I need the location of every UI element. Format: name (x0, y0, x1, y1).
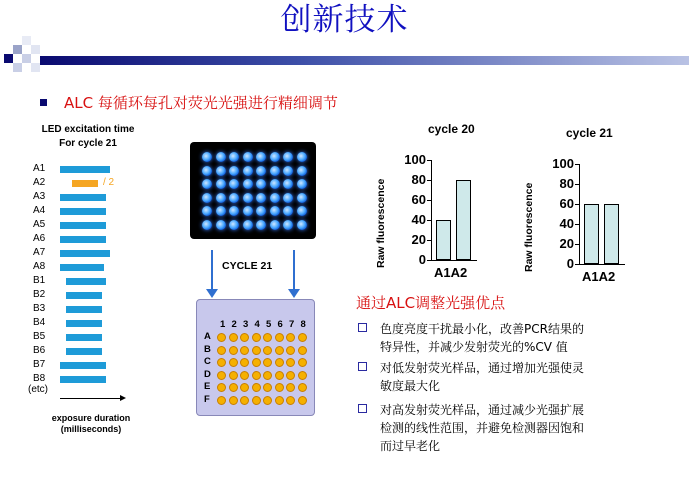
led-spot (283, 179, 293, 189)
chart-y-axis-label: Raw fluorescence (523, 182, 535, 272)
led-spot (297, 179, 307, 189)
chart-y-tick-label: 40 (411, 212, 426, 227)
plate-well (275, 333, 284, 342)
plate-well (298, 396, 307, 405)
led-spot (270, 220, 280, 230)
led-bar (66, 320, 102, 327)
plate-column-number: 1 (220, 319, 226, 330)
advantage-text-line: 对高发射荧光样品，通过减少光强扩展 (380, 403, 585, 417)
led-spot (229, 206, 239, 216)
plate-row-letter: A (204, 331, 211, 342)
led-spot (283, 193, 293, 203)
led-row-label: B1 (33, 275, 46, 286)
plate-well (286, 333, 295, 342)
led-bar (66, 292, 102, 299)
plate-well (240, 383, 249, 392)
led-spot (229, 166, 239, 176)
plate-well (229, 383, 238, 392)
plate-well (275, 346, 284, 355)
led-bar (60, 208, 106, 215)
plate-well (229, 346, 238, 355)
exposure-caption-line2: (milliseconds) (60, 424, 122, 434)
plate-column-number: 3 (243, 319, 249, 330)
plate-well (240, 371, 249, 380)
led-spot (270, 166, 280, 176)
plate-well (217, 371, 226, 380)
plate-well (275, 358, 284, 367)
chart-y-axis (431, 160, 432, 260)
led-spot (229, 179, 239, 189)
led-spot (202, 193, 212, 203)
chart-x-tick-label: A1A2 (434, 265, 468, 280)
plate-well (240, 358, 249, 367)
chart-y-tick-label: 20 (411, 232, 426, 247)
led-bar (60, 236, 106, 243)
led-bar (60, 250, 110, 257)
led-spot (243, 152, 253, 162)
led-spot (202, 166, 212, 176)
plate-well (286, 358, 295, 367)
led-spot (243, 179, 253, 189)
plate-well (298, 358, 307, 367)
chart-bar-a2 (456, 180, 471, 260)
plate-well (252, 333, 261, 342)
led-spot (229, 193, 239, 203)
bullet-square (40, 99, 47, 106)
led-bar (60, 362, 106, 369)
plate-well (229, 333, 238, 342)
chart-y-tick-label: 60 (411, 192, 426, 207)
led-spot (202, 152, 212, 162)
plate-well (229, 358, 238, 367)
led-spot (216, 206, 226, 216)
plate-well (275, 396, 284, 405)
led-spot (270, 152, 280, 162)
plate-well (298, 383, 307, 392)
cycle-label: CYCLE 21 (222, 260, 273, 272)
led-row-label: B3 (33, 303, 46, 314)
led-panel-title (32, 123, 144, 151)
led-spot (229, 220, 239, 230)
advantage-text-line: 对低发射荧光样品，通过增加光强使灵 (380, 361, 585, 375)
led-row-label: B4 (33, 317, 46, 328)
led-bar (66, 348, 102, 355)
led-spot (256, 179, 266, 189)
led-row-label: A5 (33, 219, 46, 230)
plate-row-letter: F (204, 393, 210, 405)
plate-well (263, 383, 272, 392)
exposure-caption-line1: exposure duration (51, 413, 131, 423)
led-row-label: A2 (33, 177, 46, 188)
chart-y-tick-label: 20 (559, 236, 574, 251)
led-spot (216, 179, 226, 189)
led-spot (270, 179, 280, 189)
plate-row-letter: D (204, 368, 211, 380)
led-spot (256, 206, 266, 216)
led-spot (256, 220, 266, 230)
exposure-axis-arrow (60, 398, 124, 399)
arrow-down-left (211, 250, 213, 290)
led-panel-title-line1: LED excitation time (41, 124, 135, 135)
plate-well (275, 383, 284, 392)
plate-well (298, 371, 307, 380)
plate-well (263, 358, 272, 367)
plate-well (298, 346, 307, 355)
led-spot (270, 193, 280, 203)
plate-column-number: 8 (300, 319, 306, 330)
chart-y-tick-label: 100 (404, 152, 426, 167)
led-spot (283, 152, 293, 162)
plate-column-number: 5 (266, 319, 272, 330)
led-panel-title-line2: For cycle 21 (59, 138, 117, 149)
led-bar (60, 264, 104, 271)
plate-well (252, 358, 261, 367)
plate-well (263, 346, 272, 355)
chart-x-axis (431, 260, 477, 261)
led-row-label: A7 (33, 247, 46, 258)
chart-y-tick-label: 60 (559, 196, 574, 211)
led-spot (283, 166, 293, 176)
led-bar (66, 306, 102, 313)
advantage-item (358, 401, 585, 453)
led-spot (297, 220, 307, 230)
checkbox-bullet-icon (358, 404, 367, 413)
led-bar-half (72, 180, 98, 187)
plate-row-letter: E (204, 381, 211, 392)
chart-y-axis (579, 164, 580, 264)
led-row-label: A4 (33, 205, 46, 216)
led-row-label: B7 (33, 359, 46, 370)
chart-bar-a1 (584, 204, 599, 264)
advantage-item (358, 359, 585, 393)
led-spot (256, 166, 266, 176)
led-spot (216, 220, 226, 230)
chart-title: cycle 21 (566, 126, 613, 140)
chart-cycle-21 (518, 126, 658, 296)
plate-well (217, 358, 226, 367)
plate-well (229, 371, 238, 380)
chart-title: cycle 20 (428, 122, 475, 136)
led-row-label: B6 (33, 345, 46, 356)
chart-y-axis-label: Raw fluorescence (375, 178, 387, 268)
plate-row-letter: C (204, 356, 211, 367)
led-spot (216, 152, 226, 162)
led-spot (256, 193, 266, 203)
chart-y-tick-label: 100 (552, 156, 574, 171)
advantage-text-line: 特异性，并减少发射荧光的%CV 值 (380, 340, 568, 354)
plate-well (217, 383, 226, 392)
led-row-label: A1 (33, 163, 46, 174)
section-heading: ALC 每循环每孔对荧光光强进行精细调节 (64, 94, 338, 112)
led-spot (297, 193, 307, 203)
led-spot (243, 166, 253, 176)
led-spot (216, 166, 226, 176)
plate-well (263, 333, 272, 342)
plate-well (252, 396, 261, 405)
led-row-label: A3 (33, 191, 46, 202)
plate-row-letter: B (204, 343, 211, 355)
plate-column-number: 6 (277, 319, 283, 330)
plate-well (217, 333, 226, 342)
led-bar (60, 376, 106, 383)
plate-well (275, 371, 284, 380)
plate-well (298, 333, 307, 342)
led-bar (60, 166, 110, 173)
advantage-item (358, 320, 584, 354)
led-bar (60, 222, 106, 229)
plate-well (252, 371, 261, 380)
led-spot (243, 206, 253, 216)
chart-bar-a2 (604, 204, 619, 264)
led-spot (270, 206, 280, 216)
led-row-label: B2 (33, 289, 46, 300)
advantage-text-line: 检测的线性范围，并避免检测器因饱和 (380, 421, 585, 435)
plate-column-number: 4 (254, 319, 260, 330)
led-spot (243, 220, 253, 230)
led-row-label: A8 (33, 261, 46, 272)
plate-well (286, 346, 295, 355)
plate-well (286, 371, 295, 380)
plate-well (240, 396, 249, 405)
advantages-title: 通过ALC调整光强优点 (356, 294, 506, 312)
chart-y-tick-label: 0 (418, 252, 426, 267)
led-spot (202, 206, 212, 216)
plate-well (217, 346, 226, 355)
advantage-text-line: 敏度最大化 (380, 379, 441, 393)
chart-y-tick-label: 40 (559, 216, 574, 231)
advantage-text-line: 而过早老化 (380, 439, 441, 453)
led-spot (256, 152, 266, 162)
plate-well (263, 396, 272, 405)
plate-column-number: 7 (289, 319, 295, 330)
chart-y-tick-label: 0 (566, 256, 574, 271)
chart-y-tick-label: 80 (411, 172, 426, 187)
half-note: / 2 (103, 177, 115, 188)
led-spot (202, 220, 212, 230)
exposure-caption (36, 413, 146, 435)
plate-well (263, 371, 272, 380)
arrow-down-right (293, 250, 295, 290)
header-band (40, 56, 689, 65)
plate-well (240, 333, 249, 342)
led-spot (202, 179, 212, 189)
led-spot (283, 220, 293, 230)
led-bar (66, 278, 106, 285)
led-row-label: B8 (33, 373, 46, 384)
led-bar (66, 334, 102, 341)
plate-well (252, 346, 261, 355)
checkbox-bullet-icon (358, 323, 367, 332)
plate-well (286, 383, 295, 392)
chart-bar-a1 (436, 220, 451, 260)
advantage-text-line: 色度亮度干扰最小化，改善PCR结果的 (380, 322, 584, 336)
led-spot (229, 152, 239, 162)
plate-well (240, 346, 249, 355)
led-spot (297, 152, 307, 162)
led-spot (297, 166, 307, 176)
chart-y-tick-label: 80 (559, 176, 574, 191)
led-spot (297, 206, 307, 216)
led-spot (216, 193, 226, 203)
checkbox-bullet-icon (358, 362, 367, 371)
plate-column-number: 2 (231, 319, 237, 330)
led-array-image (190, 142, 316, 239)
plate-well (252, 383, 261, 392)
plate-well (217, 396, 226, 405)
chart-x-axis (579, 264, 625, 265)
plate-well (286, 396, 295, 405)
well-plate (196, 299, 315, 416)
chart-x-tick-label: A1A2 (582, 269, 616, 284)
led-spot (283, 206, 293, 216)
led-row-label: B5 (33, 331, 46, 342)
plate-well (229, 396, 238, 405)
led-spot (243, 193, 253, 203)
page-title: 创新技术 (280, 2, 409, 38)
led-bar (60, 194, 106, 201)
chart-cycle-20 (370, 122, 510, 292)
led-row-label: A6 (33, 233, 46, 244)
etc-label: (etc) (28, 384, 48, 395)
